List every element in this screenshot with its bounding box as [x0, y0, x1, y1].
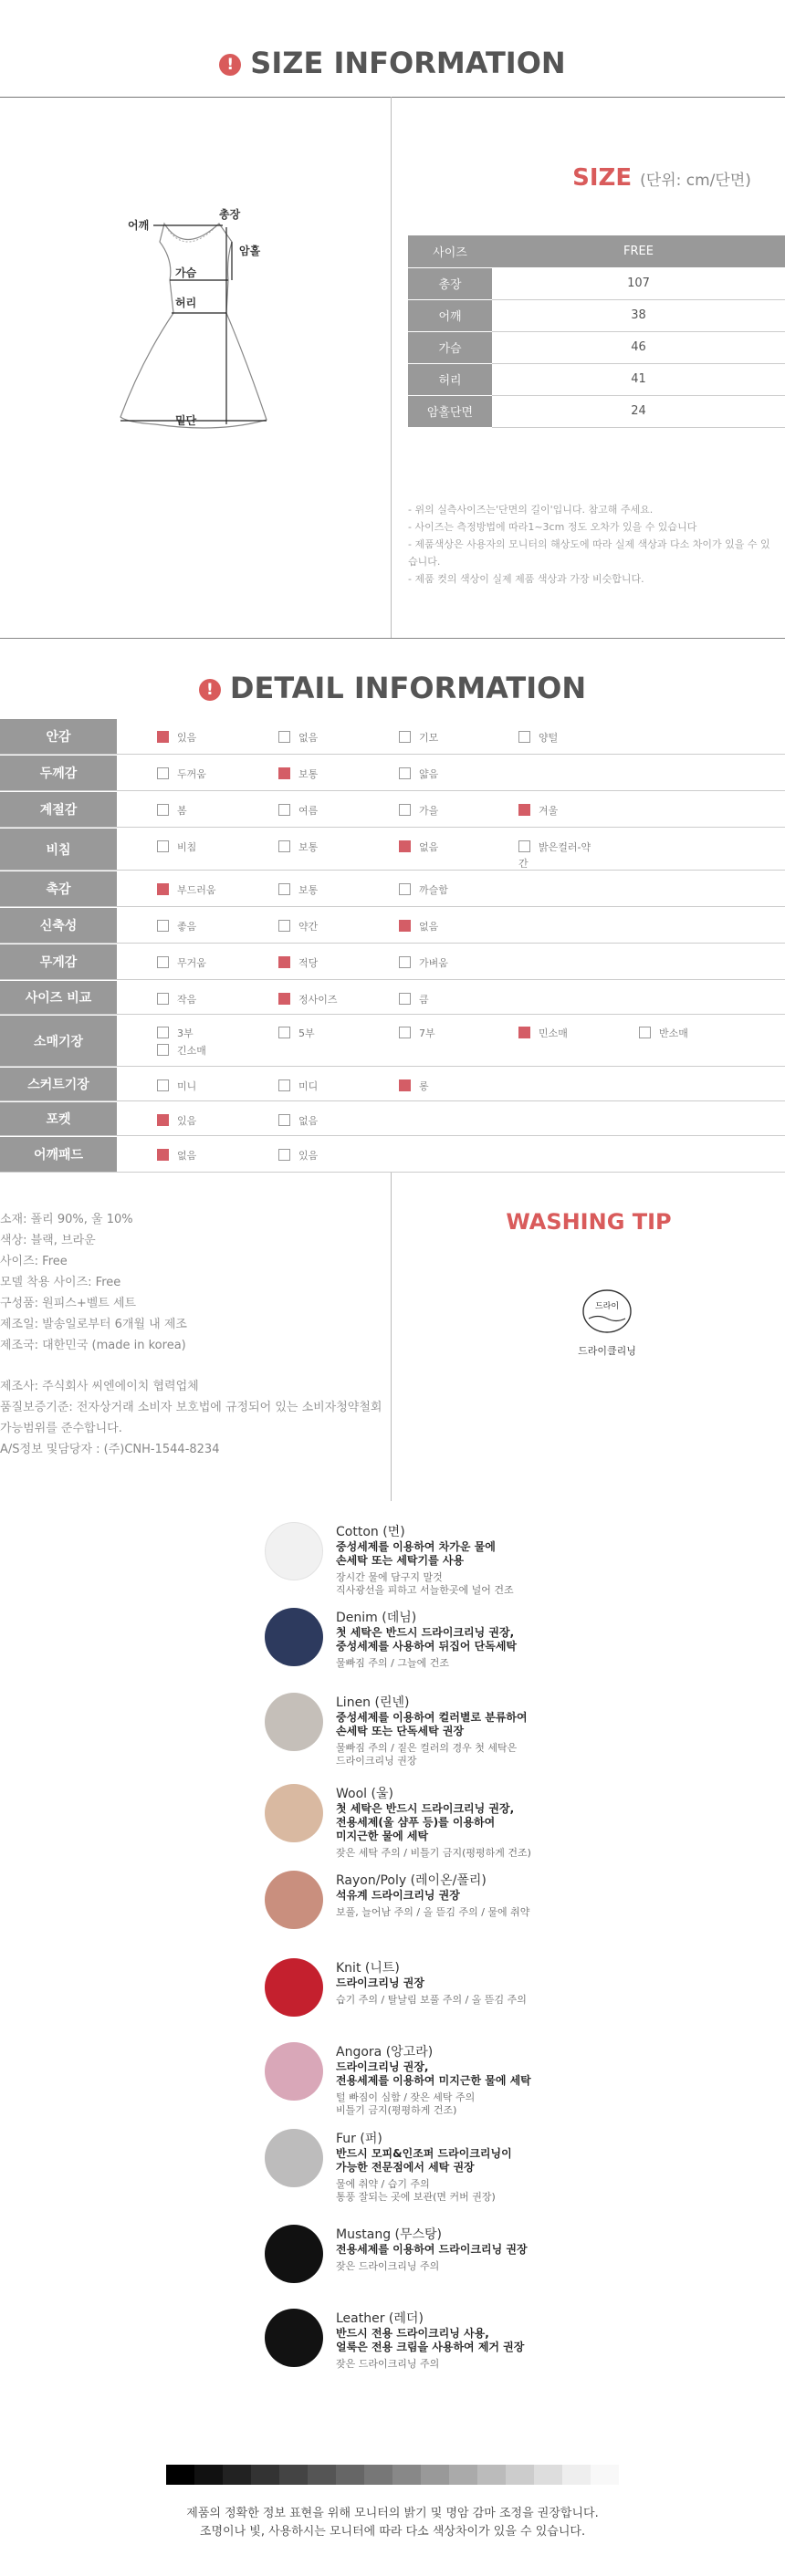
detail-option[interactable]	[278, 882, 318, 897]
detail-row	[0, 1016, 785, 1067]
checkbox-icon[interactable]	[399, 731, 411, 743]
detail-option-label: 얇음	[419, 768, 439, 780]
detail-option-label: 약간	[298, 921, 319, 933]
checkbox-icon[interactable]	[278, 1114, 290, 1126]
fabric-name: Knit (니트)	[336, 1961, 400, 1976]
detail-row-key: 소매기장	[0, 1016, 117, 1066]
detail-option-label: 없음	[298, 732, 319, 744]
checkbox-icon[interactable]	[399, 804, 411, 816]
detail-option-label: 긴소매	[177, 1045, 206, 1057]
detail-option[interactable]	[157, 803, 187, 818]
fabric-caution: 물빠짐 주의 / 짙은 컬러의 경우 첫 세탁은 드라이크리닝 권장	[336, 1742, 518, 1767]
fabric-caution: 잦은 세탁 주의 / 비틀기 금지(평평하게 건조)	[336, 1847, 531, 1859]
detail-option[interactable]	[278, 767, 318, 781]
diagram-label-armhole: 암홀	[239, 245, 261, 257]
grayscale-swatch	[477, 2465, 506, 2485]
table-row: 암홀단면 24	[408, 395, 785, 427]
detail-option[interactable]	[278, 730, 318, 745]
grayscale-swatch	[166, 2465, 194, 2485]
divider	[0, 638, 785, 639]
fabric-swatch-icon	[265, 2129, 323, 2187]
detail-option-label: 큼	[419, 994, 429, 1006]
detail-option-label: 없음	[298, 1115, 319, 1127]
grayscale-swatch	[308, 2465, 336, 2485]
fabric-item	[265, 1522, 657, 1602]
detail-option-label: 롱	[419, 1080, 429, 1092]
fabric-description: 반드시 전용 드라이크리닝 사용, 얼룩은 전용 크림을 사용하여 제거 권장	[336, 2327, 525, 2353]
detail-option-label: 양털	[539, 732, 559, 744]
detail-row-key: 비침	[0, 829, 117, 870]
dress-diagram	[110, 205, 292, 443]
size-section-title: ! SIZE INFORMATION	[0, 46, 785, 80]
table-header-row: 사이즈 FREE	[408, 235, 785, 267]
detail-option[interactable]	[518, 803, 558, 818]
grayscale-swatch	[506, 2465, 534, 2485]
detail-option[interactable]	[399, 730, 438, 745]
checkbox-icon[interactable]	[399, 1027, 411, 1038]
grayscale-bar	[166, 2465, 619, 2485]
detail-option-label: 민소매	[539, 1027, 568, 1039]
grayscale-swatch	[591, 2465, 619, 2485]
grayscale-swatch	[194, 2465, 223, 2485]
fabric-name: Fur (퍼)	[336, 2132, 382, 2146]
fabric-description: 석유계 드라이크리닝 권장	[336, 1889, 460, 1902]
detail-option[interactable]	[399, 882, 448, 897]
dry-clean-label: 드라이클리닝	[578, 1345, 636, 1357]
checkbox-icon[interactable]	[518, 731, 530, 743]
fabric-description: 드라이크리닝 권장	[336, 1976, 424, 1989]
detail-row	[0, 1102, 785, 1136]
detail-section-title: ! DETAIL INFORMATION	[0, 671, 785, 705]
checkbox-icon[interactable]	[157, 804, 169, 816]
grayscale-swatch	[421, 2465, 449, 2485]
detail-option[interactable]	[518, 730, 558, 745]
detail-option-label: 없음	[177, 1150, 197, 1162]
detail-row	[0, 756, 785, 791]
detail-row-key: 스커트기장	[0, 1068, 117, 1100]
fabric-caution: 물빠짐 주의 / 그늘에 건조	[336, 1657, 449, 1669]
diagram-label-chest: 가슴	[175, 266, 197, 279]
fabric-caution: 습기 주의 / 탈날림 보풀 주의 / 올 뜯김 주의	[336, 1994, 527, 2006]
fabric-name: Linen (린넨)	[336, 1695, 410, 1710]
fabric-swatch-icon	[265, 1693, 323, 1751]
fabric-item	[265, 2309, 657, 2389]
fabric-description: 첫 세탁은 반드시 드라이크리닝 권장, 전용세제(울 샴푸 등)를 이용하여 미지근한 물에 세탁	[336, 1802, 515, 1842]
fabric-swatch-icon	[265, 1522, 323, 1580]
detail-option-label: 부드러움	[177, 884, 216, 896]
detail-option-label: 있음	[177, 1115, 197, 1127]
detail-option[interactable]	[399, 1079, 429, 1093]
detail-row-key: 안감	[0, 719, 117, 754]
checkbox-icon[interactable]	[518, 840, 530, 852]
detail-option[interactable]	[278, 992, 338, 1006]
detail-row	[0, 719, 785, 755]
checkbox-icon[interactable]	[157, 840, 169, 852]
detail-row-key: 어깨패드	[0, 1137, 117, 1172]
detail-option-label: 보통	[298, 841, 319, 853]
checkbox-icon[interactable]	[157, 1044, 169, 1056]
grayscale-swatch	[392, 2465, 421, 2485]
checked-box-icon[interactable]	[157, 883, 169, 895]
detail-option-label: 5부	[298, 1027, 315, 1039]
detail-option[interactable]	[399, 767, 438, 781]
grayscale-swatch	[562, 2465, 591, 2485]
detail-option-label: 겨울	[539, 805, 559, 817]
fabric-caution: 털 빠짐이 심함 / 잦은 세탁 주의 비틀기 금지(평평하게 건조)	[336, 2091, 476, 2116]
detail-option-label: 미디	[298, 1080, 319, 1092]
detail-row	[0, 944, 785, 980]
detail-row-key: 신축성	[0, 908, 117, 943]
detail-option-label: 7부	[419, 1027, 435, 1039]
footer-note: 제품의 정확한 정보 표현을 위해 모니터의 밝기 및 명암 감마 조정을 권장합니다. 조명이나 빛, 사용하시는 모니터에 따라 다소 색상차이가 있을 수 있습니다.	[186, 2507, 599, 2539]
detail-option[interactable]	[399, 919, 438, 933]
checked-box-icon[interactable]	[399, 840, 411, 852]
size-notes: - 위의 실측사이즈는'단면의 길이'입니다. 참고해 주세요. - 사이즈는 측정방법에 따라1~3cm 정도 오차가 있을 수 있습니다 - 제품색상은 사용자의 모니터의 해상도에 따라 실제 색상과 다소 차이가 있을 수 있 습니다. - 제품 컷의 색상이 실제 제품 색상과 가장 비슷합니다.	[408, 504, 770, 585]
detail-option[interactable]	[399, 803, 438, 818]
detail-option-label-wrap: 간	[518, 858, 529, 870]
grayscale-swatch	[336, 2465, 364, 2485]
detail-option-label: 작음	[177, 994, 197, 1006]
checked-box-icon[interactable]	[278, 767, 290, 779]
detail-option[interactable]	[278, 840, 318, 854]
size-heading: SIZE (단위: cm/단면)	[572, 164, 751, 192]
checkbox-icon[interactable]	[399, 956, 411, 968]
checkbox-icon[interactable]	[278, 883, 290, 895]
detail-row-key: 촉감	[0, 871, 117, 906]
detail-option-label: 보통	[298, 768, 319, 780]
detail-option[interactable]	[399, 955, 448, 970]
detail-option-label: 없음	[419, 921, 439, 933]
fabric-item	[265, 1608, 657, 1688]
diagram-label-hem: 밑단	[175, 414, 197, 427]
fabric-name: Rayon/Poly (레이온/폴리)	[336, 1873, 487, 1888]
checkbox-icon[interactable]	[278, 840, 290, 852]
detail-row	[0, 829, 785, 871]
detail-option-label: 까슬함	[419, 884, 448, 896]
detail-row-key: 계절감	[0, 792, 117, 827]
checkbox-icon[interactable]	[399, 883, 411, 895]
checked-box-icon[interactable]	[157, 731, 169, 743]
grayscale-swatch	[223, 2465, 251, 2485]
detail-option-label: 반소매	[659, 1027, 688, 1039]
fabric-caution: 물에 취약 / 습기 주의 통풍 잘되는 곳에 보관(면 커버 권장)	[336, 2178, 496, 2203]
vendor-info: 제조사: 주식회사 씨엔에이치 협력업체 품질보증기준: 전자상거래 소비자 보호법에 규정되어 있는 소비자청약철회 가능범위를 준수합니다. A/S정보 및담당자 : (주)CNH-1544-8234	[0, 1380, 382, 1456]
fabric-item	[265, 1958, 657, 2039]
detail-option[interactable]	[278, 1113, 318, 1128]
grayscale-swatch	[251, 2465, 279, 2485]
detail-row-key: 사이즈 비교	[0, 981, 117, 1014]
checked-box-icon[interactable]	[518, 1027, 530, 1038]
checkbox-icon[interactable]	[157, 1027, 169, 1038]
table-row: 허리 41	[408, 363, 785, 395]
detail-option[interactable]	[278, 955, 318, 970]
fabric-swatch-icon	[265, 2225, 323, 2283]
fabric-swatch-icon	[265, 2042, 323, 2101]
detail-option[interactable]	[639, 1026, 688, 1040]
detail-row-key: 무게감	[0, 944, 117, 979]
detail-row	[0, 1137, 785, 1173]
fabric-swatch-icon	[265, 1608, 323, 1666]
checked-box-icon[interactable]	[518, 804, 530, 816]
detail-option[interactable]	[157, 730, 196, 745]
detail-option[interactable]	[399, 992, 429, 1006]
detail-row	[0, 908, 785, 944]
table-row: 어깨 38	[408, 299, 785, 331]
checkbox-icon[interactable]	[278, 1027, 290, 1038]
detail-option-label: 있음	[177, 732, 197, 744]
detail-option-label: 비침	[177, 841, 197, 853]
detail-option[interactable]	[518, 840, 591, 871]
detail-row	[0, 1068, 785, 1101]
checkbox-icon[interactable]	[278, 1079, 290, 1091]
dress-outline-icon	[110, 205, 292, 443]
checked-box-icon[interactable]	[399, 920, 411, 932]
fabric-description: 드라이크리닝 권장, 전용세제를 이용하여 미지근한 물에 세탁	[336, 2060, 531, 2087]
detail-option-label: 두꺼움	[177, 768, 206, 780]
detail-option[interactable]	[157, 1043, 206, 1058]
detail-option[interactable]	[518, 1026, 568, 1040]
detail-option[interactable]	[157, 1113, 196, 1128]
fabric-caution: 장시간 물에 담구지 말것 직사광선을 피하고 서늘한곳에 널어 건조	[336, 1571, 514, 1596]
table-row: 가슴 46	[408, 331, 785, 363]
detail-option-label: 가을	[419, 805, 439, 817]
detail-option-label: 적당	[298, 957, 319, 969]
fabric-item	[265, 1693, 657, 1773]
checkbox-icon[interactable]	[399, 993, 411, 1005]
detail-option-label: 정사이즈	[298, 994, 338, 1006]
table-row: 총장 107	[408, 267, 785, 299]
detail-option[interactable]	[157, 1026, 194, 1040]
checkbox-icon[interactable]	[278, 1149, 290, 1161]
checked-box-icon[interactable]	[157, 1149, 169, 1161]
checkbox-icon[interactable]	[157, 1079, 169, 1091]
detail-option-label: 밝은컬러-약	[539, 841, 591, 853]
checkbox-icon[interactable]	[157, 993, 169, 1005]
fabric-name: Angora (앙고라)	[336, 2045, 434, 2060]
detail-option-label: 없음	[419, 841, 439, 853]
checked-box-icon[interactable]	[278, 956, 290, 968]
detail-option[interactable]	[278, 1079, 318, 1093]
detail-row	[0, 871, 785, 907]
detail-option-label: 좋음	[177, 921, 197, 933]
fabric-description: 첫 세탁은 반드시 드라이크리닝 권장, 중성세제를 사용하여 뒤집어 단독세탁	[336, 1626, 518, 1653]
fabric-description: 중성세제를 이용하여 차가운 물에 손세탁 또는 세탁기를 사용	[336, 1540, 496, 1567]
fabric-name: Leather (레더)	[336, 2311, 424, 2326]
fabric-item	[265, 2042, 657, 2122]
checkbox-icon[interactable]	[278, 920, 290, 932]
detail-option-label: 기모	[419, 732, 439, 744]
fabric-swatch-icon	[265, 1871, 323, 1929]
detail-option-label: 무거움	[177, 957, 206, 969]
fabric-name: Denim (데님)	[336, 1611, 417, 1625]
detail-option[interactable]	[399, 840, 438, 854]
fabric-name: Wool (울)	[336, 1787, 393, 1801]
size-table	[408, 235, 785, 428]
dry-clean-icon-text: 드라이	[594, 1302, 620, 1311]
divider	[0, 97, 785, 98]
divider	[391, 97, 392, 638]
checked-box-icon[interactable]	[399, 1079, 411, 1091]
fabric-name: Mustang (무스탕)	[336, 2227, 443, 2242]
detail-option[interactable]	[278, 919, 318, 933]
detail-option[interactable]	[157, 840, 196, 854]
dry-clean-icon	[581, 1288, 633, 1334]
detail-option-label: 봄	[177, 805, 187, 817]
diagram-label-shoulder: 어깨	[128, 219, 150, 232]
checkbox-icon[interactable]	[278, 804, 290, 816]
checkbox-icon[interactable]	[157, 956, 169, 968]
fabric-caution: 보풀, 늘어남 주의 / 올 뜯김 주의 / 물에 취약	[336, 1906, 530, 1918]
detail-option[interactable]	[399, 1026, 435, 1040]
fabric-item	[265, 2129, 657, 2209]
diagram-label-waist: 허리	[175, 297, 197, 309]
detail-row-key: 두께감	[0, 756, 117, 790]
detail-option[interactable]	[278, 803, 318, 818]
detail-row	[0, 981, 785, 1015]
checkbox-icon[interactable]	[399, 767, 411, 779]
fabric-item	[265, 1871, 657, 1951]
fabric-item	[265, 2225, 657, 2305]
fabric-name: Cotton (면)	[336, 1525, 405, 1539]
fabric-swatch-icon	[265, 2309, 323, 2367]
detail-option[interactable]	[278, 1026, 315, 1040]
detail-row	[0, 792, 785, 828]
detail-option[interactable]	[157, 882, 216, 897]
checkbox-icon[interactable]	[639, 1027, 651, 1038]
fabric-caution: 잦은 드라이크리닝 주의	[336, 2260, 440, 2272]
detail-option-label: 미니	[177, 1080, 197, 1092]
alert-icon: !	[219, 54, 241, 76]
washing-tip-title: WASHING TIP	[506, 1209, 672, 1235]
material-info: 소재: 폴리 90%, 울 10% 색상: 블랙, 브라운 사이즈: Free 모델 착용 사이즈: Free 구성품: 원피스+벨트 세트 제조일: 발송일로부터 6개월 내 제조 제조국: 대한민국 (made in korea)	[0, 1213, 187, 1352]
checkbox-icon[interactable]	[157, 920, 169, 932]
fabric-description: 반드시 모피&인조퍼 드라이크리닝이 가능한 전문점에서 세탁 권장	[336, 2147, 512, 2174]
detail-row-key: 포켓	[0, 1102, 117, 1135]
diagram-label-length: 총장	[219, 208, 241, 221]
detail-option-label: 있음	[298, 1150, 319, 1162]
detail-option[interactable]	[157, 767, 206, 781]
checkbox-icon[interactable]	[278, 731, 290, 743]
fabric-description: 전용세제를 이용하여 드라이크리닝 권장	[336, 2243, 528, 2256]
detail-option[interactable]	[157, 992, 196, 1006]
checked-box-icon[interactable]	[157, 1114, 169, 1126]
detail-option[interactable]	[157, 1148, 196, 1163]
detail-option-label: 3부	[177, 1027, 194, 1039]
detail-option[interactable]	[157, 919, 196, 933]
fabric-description: 중성세제를 이용하여 컬러별로 분류하여 손세탁 또는 단독세탁 권장	[336, 1711, 528, 1737]
detail-option-label: 여름	[298, 805, 319, 817]
checked-box-icon[interactable]	[278, 993, 290, 1005]
detail-option-label: 가벼움	[419, 957, 448, 969]
fabric-item	[265, 1784, 657, 1864]
detail-option[interactable]	[278, 1148, 318, 1163]
fabric-caution: 잦은 드라이크리닝 주의	[336, 2358, 440, 2370]
fabric-swatch-icon	[265, 1958, 323, 2017]
grayscale-swatch	[364, 2465, 392, 2485]
fabric-swatch-icon	[265, 1784, 323, 1842]
detail-option[interactable]	[157, 955, 206, 970]
checkbox-icon[interactable]	[157, 767, 169, 779]
grayscale-swatch	[449, 2465, 477, 2485]
detail-option-label: 보통	[298, 884, 319, 896]
alert-icon: !	[199, 679, 221, 701]
grayscale-swatch	[534, 2465, 562, 2485]
detail-option[interactable]	[157, 1079, 196, 1093]
grayscale-swatch	[279, 2465, 308, 2485]
